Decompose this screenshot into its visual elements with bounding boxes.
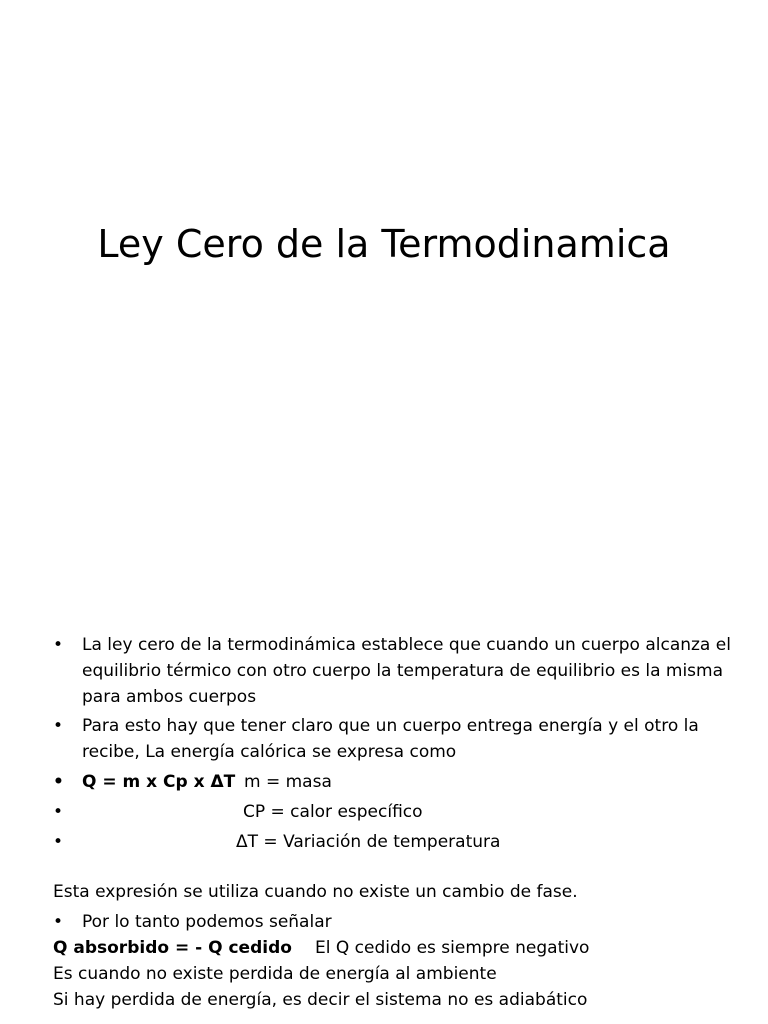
formula-m-definition: m = masa bbox=[244, 771, 332, 792]
bullet-item-cp bbox=[53, 800, 733, 826]
bullet-icon: • bbox=[53, 912, 64, 933]
formula-cp-definition: CP = calor específico bbox=[243, 801, 423, 822]
bullet-text: Para esto hay que tener claro que un cuerpo entrega energía y el otro la recibe, La energía calórica se expresa como bbox=[82, 716, 699, 763]
formula-expression: Q = m x Cp x ΔT bbox=[82, 771, 236, 792]
loss-note: Si hay perdida de energía, es decir el sistema no es adiabático bbox=[53, 989, 588, 1010]
bullet-item bbox=[53, 633, 733, 710]
q-relation-line bbox=[53, 936, 733, 962]
slide-content bbox=[53, 633, 733, 1013]
bullet-icon: • bbox=[53, 771, 64, 792]
bullet-item bbox=[53, 910, 733, 936]
phase-note: Esta expresión se utiliza cuando no existe un cambio de fase. bbox=[53, 882, 578, 903]
bullet-item-formula bbox=[53, 770, 733, 796]
bullet-item bbox=[53, 714, 733, 766]
bullet-text: Por lo tanto podemos señalar bbox=[82, 912, 332, 933]
bullet-text: La ley cero de la termodinámica establece que cuando un cuerpo alcanza el equilibrio térmico con otro cuerpo la temperatura de equilibrio es la misma para ambos cuerpos bbox=[82, 635, 731, 707]
bullet-item-dt bbox=[53, 830, 733, 856]
bullet-icon: • bbox=[53, 635, 64, 655]
slide-title: Ley Cero de la Termodinamica bbox=[97, 222, 671, 266]
bullet-icon: • bbox=[53, 716, 64, 737]
bullet-icon: • bbox=[53, 801, 64, 822]
q-note: El Q cedido es siempre negativo bbox=[315, 937, 590, 958]
formula-dt-definition: ΔT = Variación de temperatura bbox=[236, 831, 501, 852]
no-loss-note: Es cuando no existe perdida de energía al ambiente bbox=[53, 963, 497, 984]
q-relation: Q absorbido = - Q cedido bbox=[53, 937, 292, 958]
bullet-icon: • bbox=[53, 831, 64, 852]
